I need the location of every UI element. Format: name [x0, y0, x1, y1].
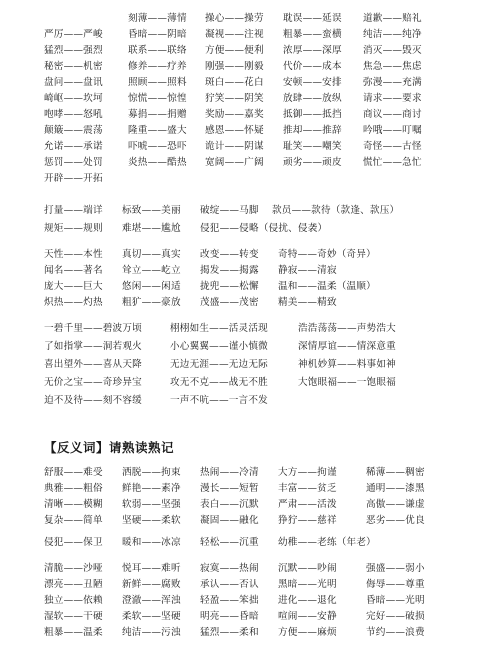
- word-row: [0, 28, 480, 42]
- antonym-section-title: 【反义词】请熟读熟记: [44, 440, 175, 455]
- word-pair: 侵犯——侵略（侵扰、侵袭）: [200, 223, 328, 234]
- word-pair: 猛烈——柔和: [200, 627, 259, 638]
- word-pair: 顽劣——顽皮: [283, 157, 342, 168]
- word-pair: 典雅——粗俗: [44, 483, 103, 494]
- word-pair: 消灭——毁灭: [363, 45, 422, 56]
- word-pair: 斑白——花白: [205, 77, 264, 88]
- word-pair: 照顾——照料: [128, 77, 187, 88]
- word-row: [0, 498, 480, 512]
- word-row: [0, 358, 480, 372]
- word-row: [0, 264, 480, 278]
- word-pair: 感恩——怀疑: [205, 125, 264, 136]
- word-pair: 浓厚——深厚: [283, 45, 342, 56]
- word-pair: 猛烈——强烈: [44, 45, 103, 56]
- word-pair: 拢兜——松懈: [200, 281, 259, 292]
- word-pair: 悠闲——闲适: [122, 281, 181, 292]
- word-pair: 改变——转变: [200, 249, 259, 260]
- word-row: [0, 394, 480, 408]
- word-pair: 奖励——嘉奖: [205, 109, 264, 120]
- word-pair: 漂亮——丑陋: [44, 579, 103, 590]
- word-pair: 咆哮——怒吼: [44, 109, 103, 120]
- word-pair: 耻笑——嘲笑: [283, 141, 342, 152]
- word-pair: 进化——退化: [278, 595, 337, 606]
- word-pair: 联系——联络: [128, 45, 187, 56]
- word-pair: 请求——要求: [363, 93, 422, 104]
- word-pair: 大方——拘谨: [278, 467, 337, 478]
- idiom-pair: 神机妙算——料事如神: [298, 359, 396, 370]
- word-pair: 茂盛——茂密: [200, 297, 259, 308]
- word-pair: 破绽——马脚: [200, 205, 259, 216]
- word-pair: 耸立——屹立: [122, 265, 181, 276]
- word-pair: 昏暗——阴暗: [128, 29, 187, 40]
- word-pair: 昏暗——光明: [366, 595, 425, 606]
- word-pair: 强盛——弱小: [366, 563, 425, 574]
- idiom-pair: 了如指掌——洞若观火: [44, 341, 142, 352]
- idiom-pair: 栩栩如生——活灵活现: [170, 323, 268, 334]
- word-pair: 清晰——模糊: [44, 499, 103, 510]
- word-pair: 承认——否认: [200, 579, 259, 590]
- idiom-pair: 一声不吭——一言不发: [170, 395, 268, 406]
- word-pair: 高傲——谦虚: [366, 499, 425, 510]
- word-pair: 修养——疗养: [128, 61, 187, 72]
- word-pair: 炎热——酷热: [128, 157, 187, 168]
- word-pair: 新鲜——腐败: [122, 579, 181, 590]
- word-pair: 通明——漆黑: [366, 483, 425, 494]
- word-pair: 炽热——灼热: [44, 297, 103, 308]
- word-pair: 难堪——尴尬: [122, 223, 181, 234]
- word-pair: 丰富——贫乏: [278, 483, 337, 494]
- word-row: [0, 92, 480, 106]
- word-pair: 严肃——活泼: [278, 499, 337, 510]
- word-pair: 奇怪——古怪: [363, 141, 422, 152]
- word-pair: 狰狞——慈祥: [278, 515, 337, 526]
- word-pair: 沉默——吵闹: [278, 563, 337, 574]
- word-row: [0, 140, 480, 154]
- word-row: [0, 482, 480, 496]
- word-pair: 吓唬——恐吓: [128, 141, 187, 152]
- word-pair: 温和——温柔（温顺）: [278, 281, 376, 292]
- word-pair: 凝固——融化: [200, 515, 259, 526]
- word-row: [0, 156, 480, 170]
- word-pair: 清脆——沙哑: [44, 563, 103, 574]
- idiom-pair: 迫不及待——刻不容缓: [44, 395, 142, 406]
- word-pair: 弥漫——充满: [363, 77, 422, 88]
- word-row: [0, 610, 480, 624]
- word-pair: 悦耳——难听: [122, 563, 181, 574]
- word-pair: 舒服——难受: [44, 467, 103, 478]
- word-pair: 幼稚——老练（年老）: [278, 537, 376, 548]
- word-pair: 颠簸——震荡: [44, 125, 103, 136]
- idiom-pair: 小心翼翼——谨小慎微: [170, 341, 268, 352]
- word-row: [0, 280, 480, 294]
- word-row: [0, 172, 480, 186]
- word-pair: 庞大——巨大: [44, 281, 103, 292]
- word-row: [0, 562, 480, 576]
- word-pair: 喧闹——安静: [278, 611, 337, 622]
- word-pair: 诡计——阴谋: [205, 141, 264, 152]
- word-pair: 焦急——焦虑: [363, 61, 422, 72]
- idiom-pair: 大饱眼福——一饱眼福: [298, 377, 396, 388]
- word-row: [0, 626, 480, 640]
- word-pair: 明亮——昏暗: [200, 611, 259, 622]
- idiom-pair: 浩浩荡荡——声势浩大: [298, 323, 396, 334]
- word-pair: 刻薄——薄情: [128, 13, 187, 24]
- word-pair: 恶劣——优良: [366, 515, 425, 526]
- word-pair: 洒脱——拘束: [122, 467, 181, 478]
- word-row: [0, 248, 480, 262]
- word-row: [0, 536, 480, 550]
- word-pair: 盘问——盘讯: [44, 77, 103, 88]
- word-pair: 代价——成本: [283, 61, 342, 72]
- word-pair: 黑暗——光明: [278, 579, 337, 590]
- word-pair: 方便——麻烦: [278, 627, 337, 638]
- word-row: [0, 124, 480, 138]
- word-pair: 澄澈——浑浊: [122, 595, 181, 606]
- word-pair: 精美——精致: [278, 297, 337, 308]
- word-row: [0, 578, 480, 592]
- word-pair: 规矩——规则: [44, 223, 103, 234]
- word-pair: 推却——推辞: [283, 125, 342, 136]
- word-row: [0, 222, 480, 236]
- word-pair: 纯洁——纯净: [363, 29, 422, 40]
- idiom-pair: 攻无不克——战无不胜: [170, 377, 268, 388]
- word-pair: 闻名——著名: [44, 265, 103, 276]
- word-pair: 狞笑——阴笑: [205, 93, 264, 104]
- word-row: [0, 514, 480, 528]
- word-pair: 揭发——揭露: [200, 265, 259, 276]
- word-pair: 崎岖——坎坷: [44, 93, 103, 104]
- word-pair: 商议——商讨: [363, 109, 422, 120]
- word-pair: 隆重——盛大: [128, 125, 187, 136]
- word-pair: 湿软——干硬: [44, 611, 103, 622]
- word-row: [0, 204, 480, 218]
- idiom-pair: 深情厚谊——情深意重: [298, 341, 396, 352]
- word-pair: 打量——端详: [44, 205, 103, 216]
- word-pair: 放肆——放纵: [283, 93, 342, 104]
- word-row: [0, 594, 480, 608]
- word-pair: 寂寞——热闹: [200, 563, 259, 574]
- word-pair: 奇特——奇妙（奇异）: [278, 249, 376, 260]
- word-pair: 侵犯——保卫: [44, 537, 103, 548]
- word-pair: 真切——真实: [122, 249, 181, 260]
- word-pair: 募捐——捐赠: [128, 109, 187, 120]
- word-pair: 侮辱——尊重: [366, 579, 425, 590]
- word-pair: 漫长——短暂: [200, 483, 259, 494]
- word-pair: 纯洁——污浊: [122, 627, 181, 638]
- word-pair: 热闹——冷清: [200, 467, 259, 478]
- word-pair: 稀薄——稠密: [366, 467, 425, 478]
- word-pair: 节约——浪费: [366, 627, 425, 638]
- word-row: [0, 108, 480, 122]
- idiom-pair: 一碧千里——碧波万顷: [44, 323, 142, 334]
- word-pair: 粗暴——蛮横: [283, 29, 342, 40]
- word-row: [0, 296, 480, 310]
- idiom-pair: 喜出望外——喜从天降: [44, 359, 142, 370]
- word-pair: 独立——依赖: [44, 595, 103, 606]
- word-pair: 慌忙——急忙: [363, 157, 422, 168]
- word-pair: 轻松——沉重: [200, 537, 259, 548]
- word-pair: 凝视——注视: [205, 29, 264, 40]
- word-pair: 吟哦——叮嘱: [363, 125, 422, 136]
- word-pair: 完好——破损: [366, 611, 425, 622]
- word-pair: 惩罚——处罚: [44, 157, 103, 168]
- word-pair: 静寂——清寂: [278, 265, 337, 276]
- word-pair: 柔软——坚硬: [122, 611, 181, 622]
- word-row: [0, 340, 480, 354]
- word-row: [0, 76, 480, 90]
- word-row: [0, 376, 480, 390]
- word-pair: 抵御——抵挡: [283, 109, 342, 120]
- word-pair: 刚强——刚毅: [205, 61, 264, 72]
- word-pair: 标致——美丽: [122, 205, 181, 216]
- word-pair: 惊慌——惊惶: [128, 93, 187, 104]
- word-pair: 操心——操劳: [205, 13, 264, 24]
- word-row: [0, 12, 480, 26]
- word-pair: 轻盈——笨拙: [200, 595, 259, 606]
- word-pair: 秘密——机密: [44, 61, 103, 72]
- word-pair: 宽阔——广阔: [205, 157, 264, 168]
- word-row: [0, 44, 480, 58]
- word-pair: 粗犷——豪放: [122, 297, 181, 308]
- word-pair: 鲜艳——素净: [122, 483, 181, 494]
- word-pair: 严厉——严峻: [44, 29, 103, 40]
- word-row: [0, 466, 480, 480]
- word-pair: 款员——款待（款逢、款压）: [272, 205, 400, 216]
- word-pair: 安顿——安排: [283, 77, 342, 88]
- word-pair: 粗暴——温柔: [44, 627, 103, 638]
- word-pair: 天性——本性: [44, 249, 103, 260]
- word-pair: 允诺——承诺: [44, 141, 103, 152]
- idiom-pair: 无边无涯——无边无际: [170, 359, 268, 370]
- word-pair: 表白——沉默: [200, 499, 259, 510]
- word-pair: 复杂——简单: [44, 515, 103, 526]
- word-pair: 方便——便利: [205, 45, 264, 56]
- word-pair: 开辟——开拓: [44, 173, 103, 184]
- word-pair: 耽误——延误: [283, 13, 342, 24]
- word-pair: 坚硬——柔软: [122, 515, 181, 526]
- word-row: [0, 322, 480, 336]
- word-row: [0, 60, 480, 74]
- word-pair: 软弱——坚强: [122, 499, 181, 510]
- idiom-pair: 无价之宝——奇珍异宝: [44, 377, 142, 388]
- word-pair: 道歉——赔礼: [363, 13, 422, 24]
- word-pair: 暖和——冰凉: [122, 537, 181, 548]
